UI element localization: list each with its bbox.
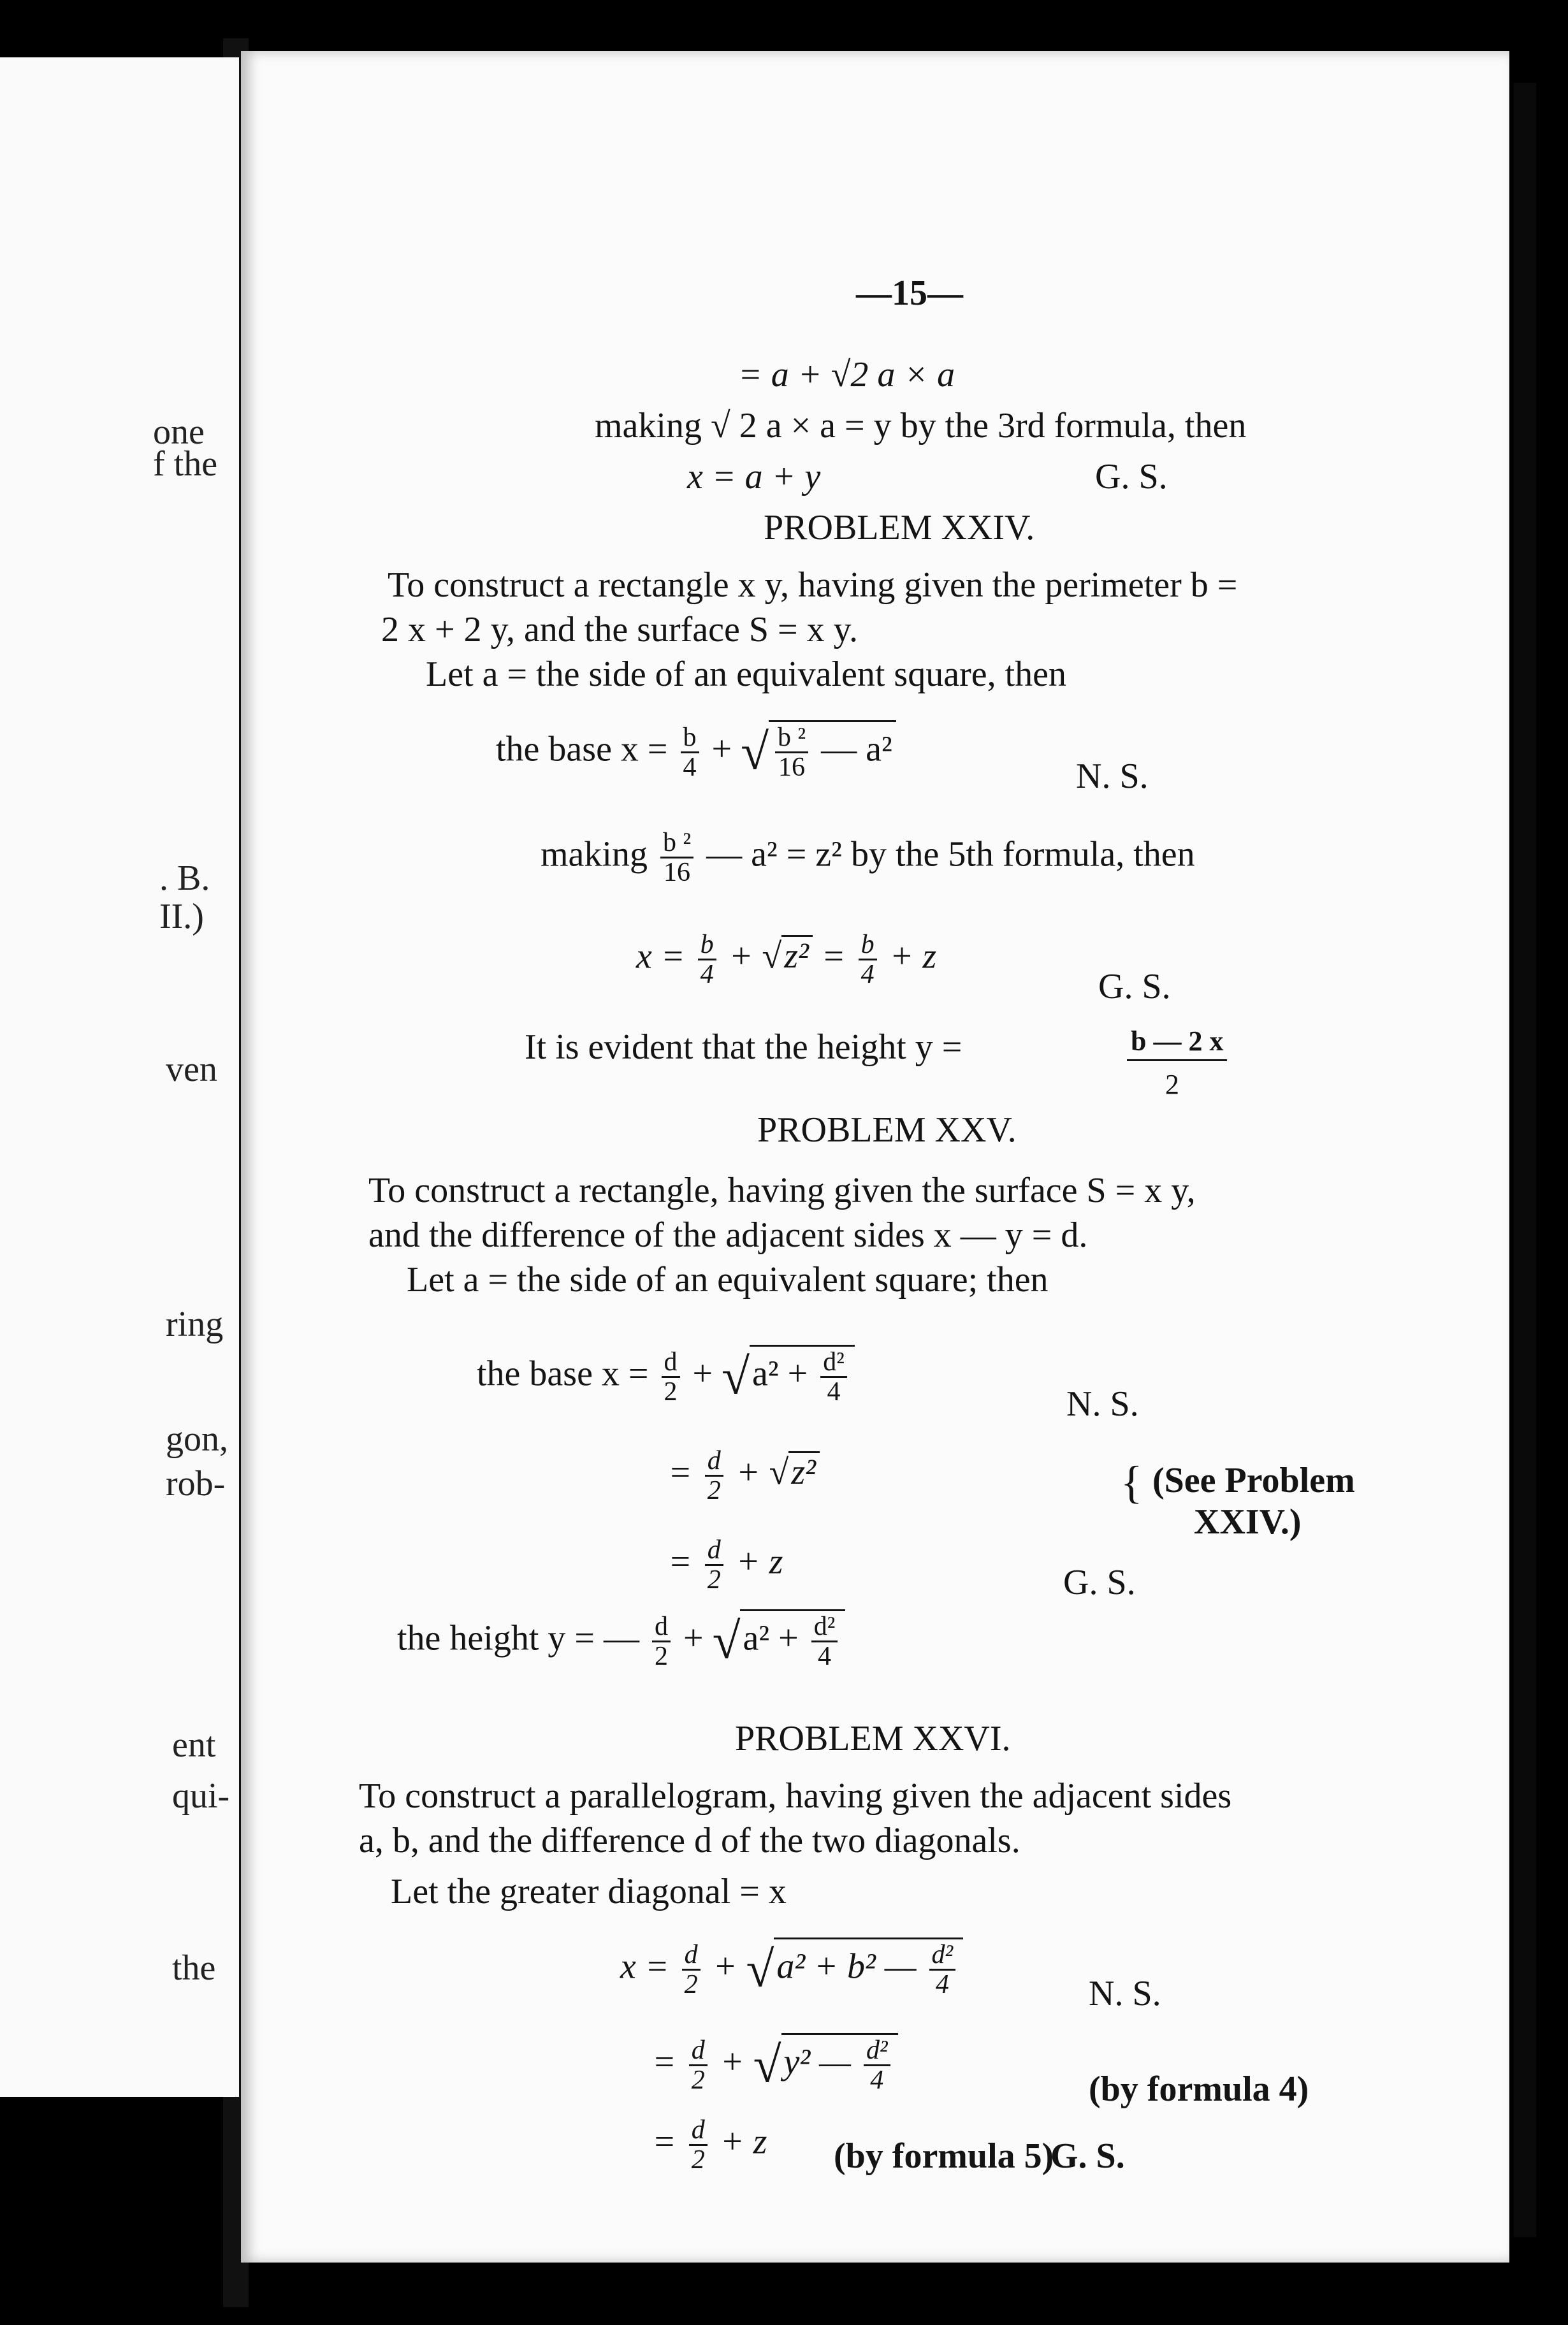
equation-height-25: the height y = — $\frac{d}{2}$ + √a² + $\frac{\text{d²}}{4}$ <box>397 1609 845 1670</box>
fraction-numerator: b — 2 x <box>1127 1027 1227 1061</box>
paragraph-line: Let a = the side of an equivalent square; then <box>407 1260 1049 1300</box>
equation-tag: G. S. <box>1063 1563 1136 1602</box>
left-fragment: ven <box>166 1050 217 1089</box>
equation-tag: N. S. <box>1076 757 1149 796</box>
equation-tag: G. S. <box>1098 967 1171 1006</box>
problem-heading: PROBLEM XXV. <box>757 1110 1017 1150</box>
left-fragment: II.) <box>159 897 204 936</box>
equation-tag: N. S. <box>1066 1384 1139 1424</box>
equation-line: x = a + y <box>687 457 821 496</box>
left-fragment: gon, <box>166 1419 228 1459</box>
left-fragment: f the <box>153 444 218 484</box>
equation-text: — a² = z² by the 5th formula, then <box>706 834 1195 874</box>
left-fragment: ring <box>166 1305 224 1344</box>
equation-note: (by formula 5) <box>834 2136 1054 2176</box>
right-page-shadow <box>1514 83 1536 2237</box>
paragraph-line: 2 x + 2 y, and the surface S = x y. <box>381 610 858 649</box>
brace-symbol: { <box>1121 1457 1143 1508</box>
equation-text: the base x = <box>477 1354 649 1394</box>
equation-26c: = $\frac{d}{2}$ + z <box>652 2115 767 2175</box>
equation-base: the base x = $\frac{b}{4}$ + √ $\frac{\text{b ²}}{16}$ — a² <box>496 720 896 781</box>
equation-text: the height y = — <box>397 1618 639 1658</box>
equation-26b: = $\frac{d}{2}$ + √y² — $\frac{\text{d²}}{4}$ <box>652 2033 898 2094</box>
problem-heading: PROBLEM XXVI. <box>735 1719 1011 1758</box>
equation-text: x = <box>620 1946 669 1987</box>
paragraph-line: To construct a parallelogram, having given the adjacent sides <box>359 1776 1232 1816</box>
equation-tag: G. S. <box>1095 457 1168 496</box>
equation-line: = a + √2 a × a <box>738 355 955 395</box>
equation-tag: (by formula 4) <box>1089 2069 1309 2109</box>
equation-x: x = $\frac{b}{4}$ + √z² = $\frac{b}{4}$ + z <box>636 930 937 990</box>
fraction-denominator: 2 <box>1165 1069 1179 1100</box>
paragraph-line: To construct a rectangle, having given the surface S = x y, <box>368 1171 1196 1210</box>
equation-text: the base x = <box>496 729 677 769</box>
page-number: —15— <box>856 273 963 313</box>
left-fragment: . B. <box>159 858 210 898</box>
equation-tag: N. S. <box>1089 1974 1161 2013</box>
paragraph-line: Let a = the side of an equivalent square, then <box>426 655 1066 694</box>
equation-line-25b: = $\frac{d}{2}$ + √z² <box>668 1447 820 1505</box>
side-note: XXIV.) <box>1194 1502 1302 1542</box>
equation-line: making √ 2 a × a = y by the 3rd formula, then <box>595 406 1247 445</box>
left-page-edge <box>0 57 239 2097</box>
book-page <box>241 51 1509 2263</box>
left-fragment: rob- <box>166 1464 226 1503</box>
left-fragment: ent <box>172 1725 216 1765</box>
paragraph-line: Let the greater diagonal = x <box>391 1872 787 1911</box>
left-fragment: the <box>172 1948 216 1988</box>
paragraph-line: and the difference of the adjacent sides x — y = d. <box>368 1215 1088 1255</box>
paragraph-line: It is evident that the height y = <box>525 1027 962 1067</box>
left-fragment: qui- <box>172 1776 230 1816</box>
equation-tag: G. S. <box>1050 2136 1125 2176</box>
left-fragment: one <box>153 412 205 452</box>
side-note: (See Problem <box>1152 1461 1355 1500</box>
problem-heading: PROBLEM XXIV. <box>764 508 1035 547</box>
paragraph-line: a, b, and the difference d of the two diagonals. <box>359 1821 1020 1860</box>
equation-base-25: the base x = $\frac{d}{2}$ + √a² + $\frac{\text{d²}}{4}$ <box>477 1345 855 1406</box>
equation-making: making $\frac{\text{b ²}}{16}$ — a² = z² by the 5th formula, then <box>541 828 1195 888</box>
equation-26a: x = $\frac{d}{2}$ + √a² + b² — $\frac{\text{d²}}{4}$ <box>620 1938 963 1999</box>
equation-text: x = <box>636 936 685 976</box>
paragraph-line: To construct a rectangle x y, having given the perimeter b = <box>388 565 1238 605</box>
equation-line-25c: = $\frac{d}{2}$ + z <box>668 1535 783 1595</box>
equation-text: making <box>541 834 648 874</box>
